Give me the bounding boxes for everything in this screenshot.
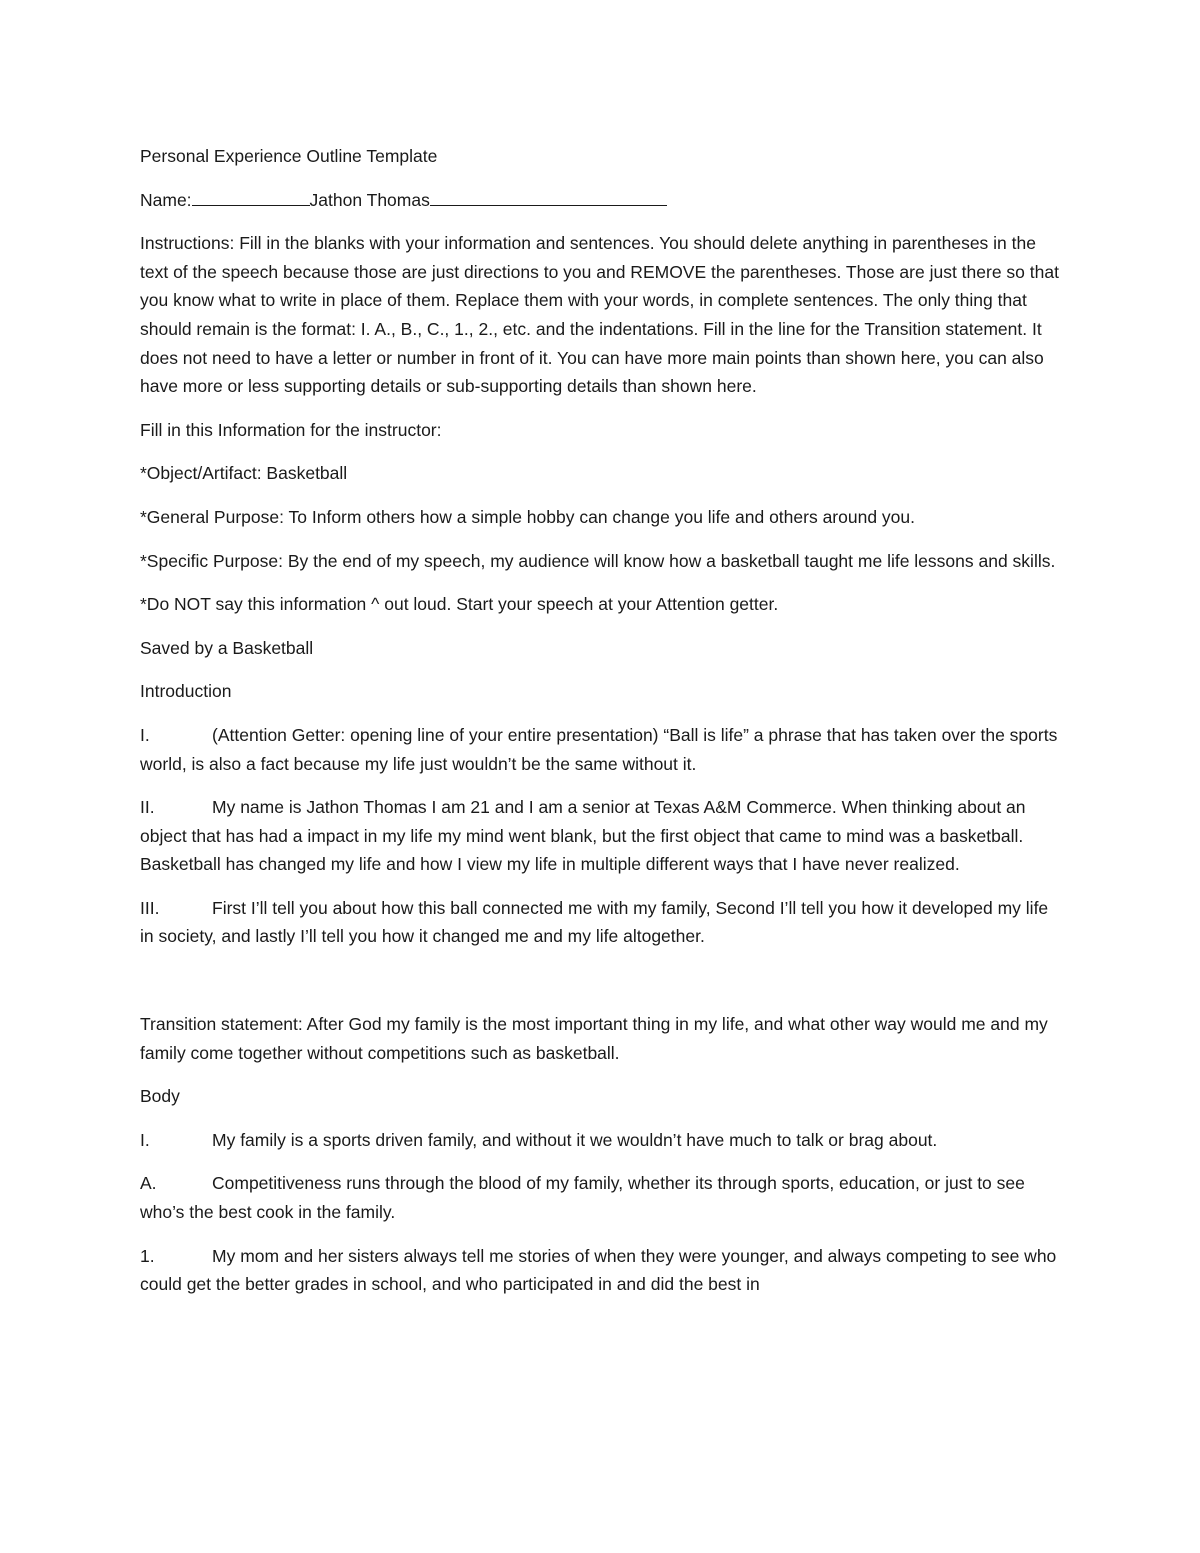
outline-marker: I. bbox=[140, 1129, 150, 1150]
do-not-say-note: *Do NOT say this information ^ out loud. Start your speech at your Attention getter. bbox=[140, 594, 779, 615]
body-heading: Body bbox=[140, 1086, 180, 1107]
outline-marker: II. bbox=[140, 797, 155, 818]
body-item bbox=[140, 1126, 1065, 1155]
fill-in-heading: Fill in this Information for the instructor: bbox=[140, 419, 442, 440]
speech-title: Saved by a Basketball bbox=[140, 637, 314, 658]
intro-item bbox=[140, 721, 1065, 778]
name-value: Jathon Thomas bbox=[309, 189, 430, 210]
object-artifact: *Object/Artifact: Basketball bbox=[140, 463, 348, 484]
transition-statement: Transition statement: After God my family is the most important thing in my life, and what other way would me and my family come together without competitions such as basketball. bbox=[140, 1014, 1048, 1063]
blank-space bbox=[140, 966, 1065, 1010]
instructions-paragraph: Instructions: Fill in the blanks with your information and sentences. You should delete anything in parentheses in the text of the speech because those are just directions to you and REMOVE the parentheses. Those are just there so that you know what to write in place of them. Replace them with your words, in complete sentences. The only thing that should remain is the format: I. A., B., C., 1., 2., etc. and the indentations. Fill in the line for the Transition statement. It does not need to have a letter or number in front of it. You can have more main points than shown here, you can also have more or less supporting details or sub-supporting details than shown here. bbox=[140, 233, 1059, 397]
outline-marker: 1. bbox=[140, 1245, 155, 1266]
body-item bbox=[140, 1242, 1065, 1299]
name-label: Name: bbox=[140, 189, 192, 210]
body-item bbox=[140, 1169, 1065, 1226]
document-title: Personal Experience Outline Template bbox=[140, 146, 438, 166]
name-line bbox=[140, 186, 1065, 215]
outline-text: (Attention Getter: opening line of your entire presentation) “Ball is life” a phrase that has taken over the sports world, is also a fact because my life just wouldn’t be the same without it. bbox=[140, 724, 1058, 774]
introduction-heading: Introduction bbox=[140, 681, 232, 702]
outline-marker: A. bbox=[140, 1173, 157, 1194]
intro-item bbox=[140, 894, 1065, 951]
outline-text: Competitiveness runs through the blood of my family, whether its through sports, education, or just to see who’s the best cook in the family. bbox=[140, 1173, 1025, 1223]
outline-text: First I’ll tell you about how this ball connected me with my family, Second I’ll tell you how it developed my life in society, and lastly I’ll tell you how it changed me and my life altogether. bbox=[140, 897, 1049, 947]
general-purpose: *General Purpose: To Inform others how a simple hobby can change you life and others around you. bbox=[140, 506, 916, 527]
outline-text: My mom and her sisters always tell me stories of when they were younger, and always competing to see who could get the better grades in school, and who participated in and did the best in bbox=[140, 1245, 1057, 1295]
outline-marker: I. bbox=[140, 724, 150, 745]
document-page bbox=[140, 142, 1065, 1314]
specific-purpose: *Specific Purpose: By the end of my speech, my audience will know how a basketball taught me life lessons and skills. bbox=[140, 550, 1056, 571]
outline-marker: III. bbox=[140, 897, 160, 918]
name-blank-left bbox=[192, 187, 310, 206]
name-blank-right bbox=[430, 187, 667, 206]
intro-item bbox=[140, 793, 1065, 879]
outline-text: My name is Jathon Thomas I am 21 and I am a senior at Texas A&M Commerce. When thinking about an object that has had a impact in my life my mind went blank, but the first object that came to mind was a basketball. Basketball has changed my life and how I view my life in multiple different ways that I have never realized. bbox=[140, 797, 1026, 875]
outline-text: My family is a sports driven family, and without it we wouldn’t have much to talk or brag about. bbox=[212, 1129, 938, 1150]
